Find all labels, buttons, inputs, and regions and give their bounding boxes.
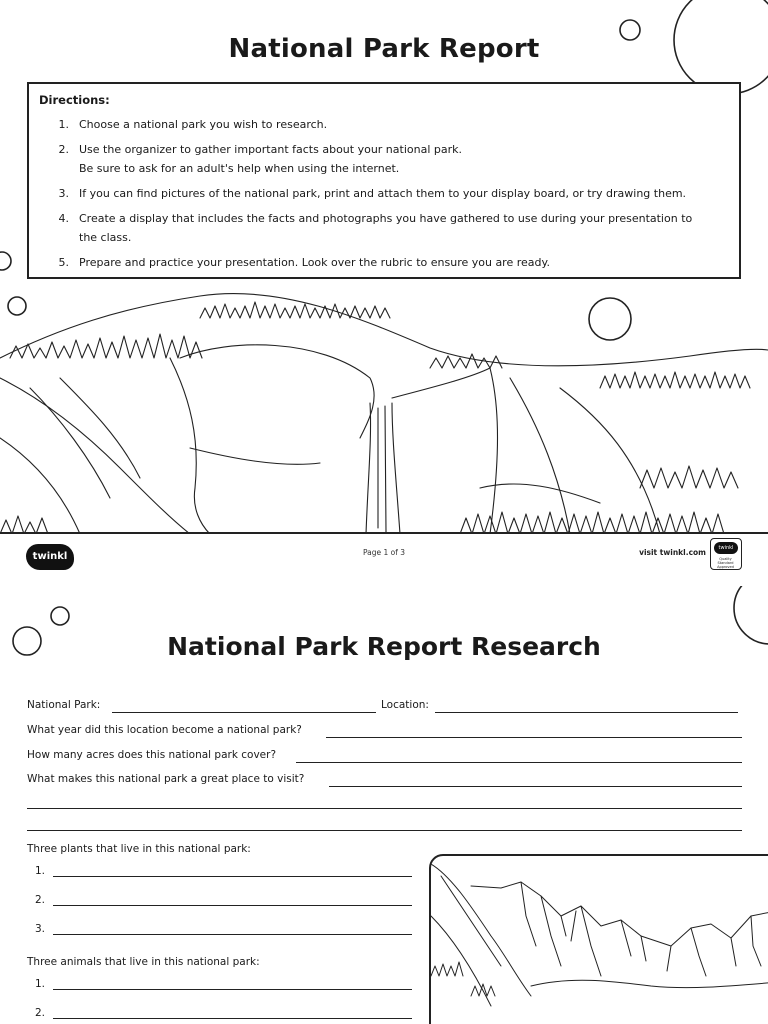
page-number: Page 1 of 3 (362, 548, 406, 557)
year-answer-line[interactable] (326, 737, 742, 738)
acres-question: How many acres does this national park cover? (27, 749, 277, 761)
page-title: National Park Report (228, 34, 540, 64)
directions-box (27, 82, 741, 279)
acres-answer-line[interactable] (296, 762, 742, 763)
direction-number: 4. (58, 212, 69, 225)
plant-answer-line[interactable] (53, 934, 412, 935)
mountain-lake-drawing (431, 856, 768, 1024)
location-label: Location: (381, 699, 429, 711)
direction-item (39, 140, 729, 178)
direction-text: Choose a national park you wish to research. (79, 118, 328, 131)
direction-number: 3. (58, 187, 69, 200)
quality-badge-icon (710, 538, 742, 570)
plant-answer-line[interactable] (53, 905, 412, 906)
direction-item (39, 209, 729, 247)
twinkl-logo: twinkl (26, 544, 74, 570)
animal-number: 1. (35, 978, 46, 990)
plant-number: 2. (35, 894, 46, 906)
direction-item (39, 184, 729, 203)
animal-number: 2. (35, 1007, 46, 1019)
visit-answer-line[interactable] (27, 808, 742, 809)
direction-item (39, 115, 729, 134)
direction-item (39, 253, 729, 272)
national-park-answer-line[interactable] (112, 712, 376, 713)
page-footer (0, 532, 768, 586)
direction-number: 5. (58, 256, 69, 269)
direction-text: Create a display that includes the facts and photographs you have gathered to use during your presentation to the class. (79, 212, 693, 244)
site-link[interactable]: visit twinkl.com (639, 548, 706, 557)
direction-text: Use the organizer to gather important facts about your national park. Be sure to ask for an adult's help when using the internet. (79, 143, 462, 175)
mountain-lake-illustration (429, 854, 768, 1024)
direction-number: 1. (58, 118, 69, 131)
directions-list (39, 115, 729, 272)
animals-label: Three animals that live in this national park: (27, 956, 260, 968)
direction-number: 2. (58, 143, 69, 156)
badge-text: Quality Standard Approved (717, 557, 734, 569)
worksheet-page-2 (0, 586, 768, 1024)
visit-answer-line[interactable] (329, 786, 742, 787)
location-answer-line[interactable] (435, 712, 738, 713)
animal-answer-line[interactable] (53, 989, 412, 990)
plant-number: 1. (35, 865, 46, 877)
visit-answer-line[interactable] (27, 830, 742, 831)
research-title: National Park Report Research (167, 632, 601, 661)
direction-text: Prepare and practice your presentation. Look over the rubric to ensure you are ready. (79, 256, 550, 269)
badge-logo: twinkl (714, 542, 738, 554)
directions-heading: Directions: (39, 93, 110, 107)
animal-answer-line[interactable] (53, 1018, 412, 1019)
visit-question: What makes this national park a great place to visit? (27, 773, 305, 785)
plants-label: Three plants that live in this national park: (27, 843, 251, 855)
plant-number: 3. (35, 923, 46, 935)
year-question: What year did this location become a national park? (27, 724, 302, 736)
national-park-label: National Park: (27, 699, 101, 711)
direction-text: If you can find pictures of the national park, print and attach them to your display board, or try drawing them. (79, 187, 687, 200)
waterfall-canyon-illustration (0, 288, 768, 534)
decorative-circle (51, 607, 69, 625)
decorative-circle (0, 252, 11, 270)
plant-answer-line[interactable] (53, 876, 412, 877)
